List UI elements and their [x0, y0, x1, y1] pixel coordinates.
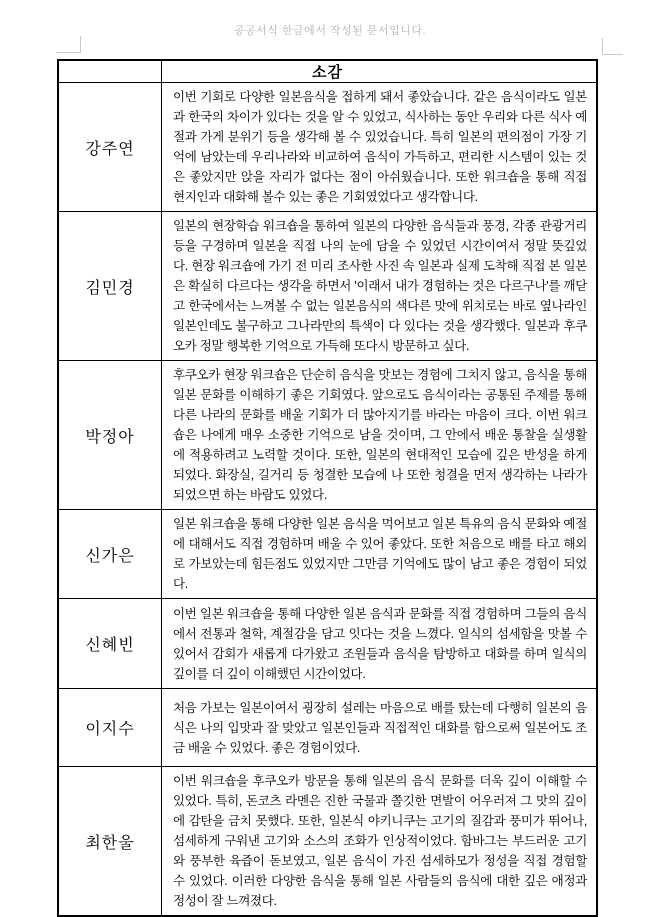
page-corner-mark-left	[56, 36, 81, 53]
comment-cell[interactable]	[162, 83, 596, 211]
comment-cell[interactable]	[162, 689, 596, 766]
comments-table	[57, 59, 598, 917]
comment-cell[interactable]	[162, 510, 596, 598]
comment-text: 일본 워크숍을 통해 다양한 일본 음식을 먹어보고 일본 특유의 음식 문화와 예절에 대해서도 직접 경험하며 배울 수 있어 좋았다. 또한 처음으로 배를 타고 해외로 가보았는데 힘든점도 있었지만 그만큼 기억에도 많이 남고 좋은 경험이 되었다.	[173, 517, 587, 591]
table-row	[59, 361, 596, 510]
table-row	[59, 212, 596, 361]
table-body	[59, 83, 596, 915]
student-name-cell[interactable]: 신혜빈	[59, 599, 162, 688]
comment-cell[interactable]	[162, 212, 596, 360]
comment-text: 이번 워크숍을 후쿠오카 방문을 통해 일본의 음식 문화를 더욱 깊이 이해할 수 있었다. 특히, 돈코츠 라멘은 진한 국물과 쫄깃한 면발이 어우러져 그 맛의 깊이에 감탄을 금치 못했다. 또한, 일본식 야키니쿠는 고기의 질감과 풍미가 뛰어나, 섬세하게 구워낸 고기와 소스의 조화가 인상적이었다. 함바그는 부드러운 고기와 풍부한 육즙이 돋보였고, 일본 음식이 가진 섬세하모가 정성을 직접 경험할 수 있었다. 이러한 다양한 음식을 통해 일본 사람들의 음식에 대한 깊은 애정과 정성이 잘 느껴졌다.	[173, 774, 587, 908]
student-name-cell[interactable]: 박정아	[59, 361, 162, 509]
table-header-row	[59, 61, 596, 83]
comment-text: 일본의 현장학습 워크숍을 통하여 일본의 다양한 음식들과 풍경, 각종 관광거리 등을 구경하며 일본을 직접 나의 눈에 담을 수 있었던 시간이여서 정말 뜻깊었다. 현장 워크숍에 가기 전 미리 조사한 사진 속 일본과 실제 도착해 직접 본 일본은 확실히 다르다는 생각을 하면서 '이래서 내가 경험하는 것은 다르구나'를 깨닫고 한국에서는 느껴볼 수 없는 일본음식의 색다른 맛에 위치로는 바로 옆나라인 일본인데도 불구하고 그나라만의 특색이 다 있다는 것을 생각했다. 일본과 후쿠오카 정말 행복한 기억으로 가득해 또다시 방문하고 싶다.	[173, 219, 587, 353]
table-header-title: 소감	[312, 64, 343, 81]
comment-cell[interactable]	[162, 599, 596, 688]
table-row	[59, 510, 596, 599]
comment-text: 이번 일본 워크숍을 통해 다양한 일본 음식과 문화를 직접 경험하며 그들의 음식에서 전통과 철학, 계절감을 담고 잇다는 것을 느꼈다. 일식의 섬세함을 맛볼 수 있어서 감회가 새롭게 다가왔고 조원들과 음식을 탐방하고 대화를 하며 일식의 깊이를 더 깊이 이해했던 시간이었다.	[173, 606, 587, 681]
comment-cell[interactable]	[162, 767, 596, 915]
comment-text: 처음 가보는 일본이여서 굉장히 설레는 마음으로 배를 탔는데 다행히 일본의 음식은 나의 입맛과 잘 맞았고 일본인들과 직접적인 대화를 함으로써 일본어도 조금 배울 수 있었다. 좋은 경험이었다.	[173, 700, 587, 755]
table-row	[59, 599, 596, 689]
table-row	[59, 83, 596, 212]
table-row	[59, 767, 596, 915]
table-row	[59, 689, 596, 767]
page-corner-mark-right	[602, 38, 623, 55]
comment-cell[interactable]	[162, 361, 596, 509]
student-name-cell[interactable]: 강주연	[59, 83, 162, 211]
student-name-cell[interactable]: 김민경	[59, 212, 162, 360]
watermark-text: 공공서식 한글에서 작성된 문서입니다.	[233, 25, 427, 37]
comment-text: 이번 기회로 다양한 일본음식을 접하게 돼서 좋았습니다. 같은 음식이라도 일본과 한국의 차이가 있다는 것을 알 수 있었고, 식사하는 동안 우리와 다른 식사 예절과 가게 분위기 등을 생각해 볼 수 있었습니다. 특히 일본의 편의점이 가장 기억에 남았는데 우리나라와 비교하여 음식이 가득하고, 편리한 시스템이 있는 것은 좋았지만 앉을 자리가 없다는 점이 아쉬웠습니다. 또한 워크숍을 통해 직접 현지인과 대화해 볼수 있는 좋은 기회였었다고 생각합니다.	[173, 90, 587, 204]
student-name-cell[interactable]: 최한울	[59, 767, 162, 915]
student-name-cell[interactable]: 이지수	[59, 689, 162, 766]
student-name-cell[interactable]: 신가은	[59, 510, 162, 598]
comment-text: 후쿠오카 현장 워크숍은 단순히 음식을 맛보는 경험에 그치지 않고, 음식을 통해 일본 문화를 이해하기 좋은 기회였다. 앞으로도 음식이라는 공통된 주제를 통해 다른 나라의 문화를 배울 기회가 더 많아지기를 바라는 마음이 크다. 이번 워크숍은 나에게 매우 소중한 기억으로 남을 것이며, 그 안에서 배운 통찰을 실생활에 적용하려고 노력할 것이다. 또한, 일본의 현대적인 모습에 깊은 반성을 하게 되었다. 화장실, 길거리 등 청결한 모습에 나 또한 청결을 먼저 생각하는 나라가 되었으면 하는 바람도 있었다.	[173, 368, 587, 502]
